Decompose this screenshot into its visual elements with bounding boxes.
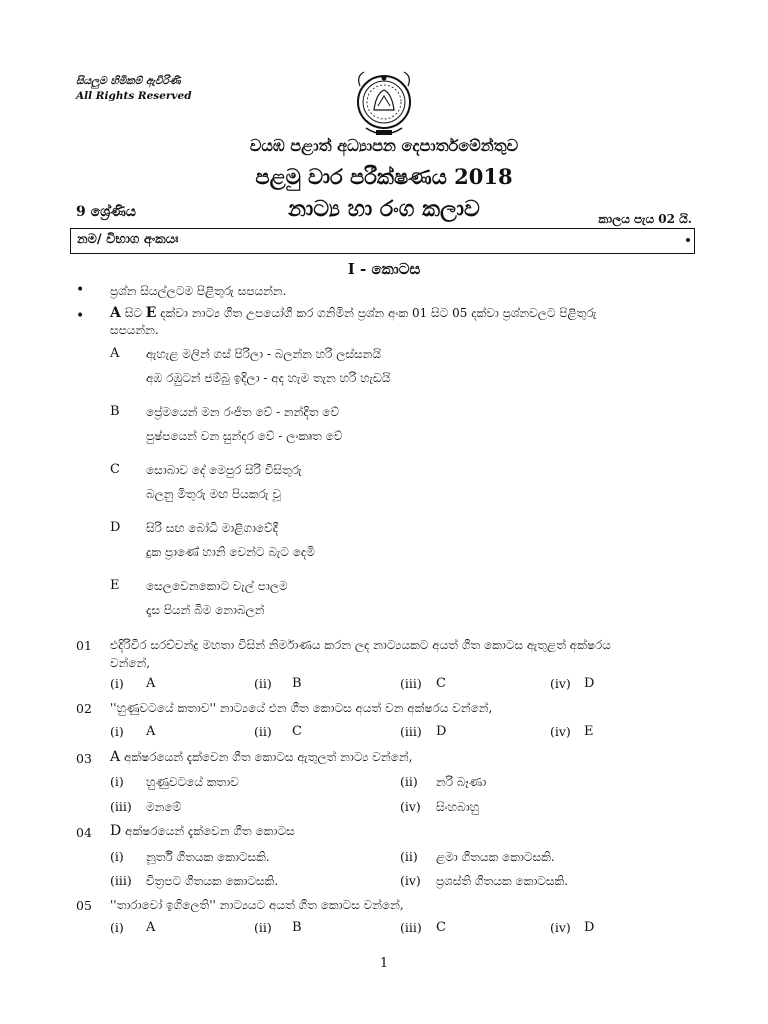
passage-label: C: [110, 462, 120, 477]
option-number: (ii): [254, 676, 272, 691]
option-value: මනමේ: [146, 800, 182, 814]
rights-english: All Rights Reserved: [76, 90, 192, 102]
option-number: (ii): [400, 849, 418, 864]
question-number: 03: [76, 751, 92, 766]
question-number: 01: [76, 638, 92, 653]
passage-line: දෑස පියන් බිම නොබලන්: [146, 603, 265, 617]
name-index-label: නම/ විභාග අංකයඃ: [77, 232, 179, 247]
option-value: D: [436, 724, 447, 739]
option-value: සිංහබාහු: [436, 800, 480, 814]
passage-line: සෙලවෙනකොට වැල් පාලම: [146, 579, 288, 593]
instr-letter-e: E: [145, 305, 157, 321]
option-value: D: [584, 676, 595, 691]
page-number: 1: [379, 956, 389, 971]
time-allowed: කාලය පැය 02 යි.: [598, 212, 692, 226]
passage-line: පුෂ්පයෙන් වන සුන්දර වේ - ලංකෘත වේ: [146, 429, 343, 443]
option-value: A: [146, 676, 156, 691]
option-value: නරි බෑණා: [436, 775, 487, 789]
passage-line: ඇහැළ මලින් ගස් පිරිලා - බලන්න හරි ලස්සනයි: [146, 347, 382, 361]
question-text-rest: අක්ෂරයෙන් දැක්වෙන ගීත කොටස ඇතුලත් නාට්‍ය වන්නේ,: [120, 750, 413, 764]
question-number: 05: [76, 898, 92, 913]
option-value: නූර්ති ගීතයක කොටසකි.: [146, 850, 270, 864]
instr-mid: සිට: [120, 306, 146, 320]
instruction-2: [110, 305, 700, 321]
question-number: 02: [76, 701, 92, 716]
instr-rest: දක්වා නාට්‍ය ගීත උපයෝගී කර ගනිමින් ප්‍රශ්න අංක 01 සිට 05 දක්වා ප්‍රශ්නවලට පිළිතුරු: [156, 306, 597, 320]
option-number: (iv): [550, 724, 571, 739]
option-number: (i): [110, 849, 124, 864]
passage-label: D: [110, 520, 121, 535]
option-value: C: [436, 920, 446, 935]
option-number: (ii): [254, 724, 272, 739]
exam-title: පළමු වාර පරීක්ෂණය 2018: [255, 164, 513, 189]
option-number: (iii): [110, 799, 132, 814]
passage-line: බලනු මිතුරු මඟ පියකරු වූ: [146, 487, 282, 501]
instr-letter-a: A: [110, 305, 121, 321]
option-number: (ii): [400, 774, 418, 789]
question-text: එදිරිවීර සරච්චන්ද්‍ර මහතා විසින් නිර්මාණය කරන ලද නාට්‍යයකට අයත් ගීත කොටස ඇතුළත් අක්ෂරය: [110, 638, 611, 652]
passage-line: සොබාව දේ මෙපුර සිරි විසිතුරු: [146, 463, 302, 477]
government-emblem-icon: [346, 70, 422, 138]
question-lead-letter: A: [110, 749, 121, 765]
option-number: (iii): [400, 920, 422, 935]
option-value: C: [436, 676, 446, 691]
subject-title: නාට්‍ය හා රංග කලාව: [288, 196, 480, 222]
question-text-rest: අක්ෂරයෙන් දැක්වෙන ගීත කොටස: [121, 824, 295, 838]
option-number: (iv): [400, 799, 421, 814]
question-text: ''තාරාවෝ ඉගිලෙති'' නාට්‍යයට අයත් ගීත කොටස වන්නේ,: [110, 898, 404, 912]
option-number: (iii): [400, 724, 422, 739]
question-text: [110, 822, 710, 840]
rights-notice: [76, 74, 192, 104]
grade-label: 9 ශ්‍රේණිය: [76, 204, 136, 220]
option-value: ප්‍රශස්ති ගීතයක කොටසකි.: [436, 874, 569, 888]
bullet-2: •: [76, 308, 85, 324]
option-number: (i): [110, 774, 124, 789]
question-text: ''හුණුවටයේ කතාව'' නාට්‍යයේ එන ගීත කොටස අයත් වන අක්ෂරය වන්නේ,: [110, 701, 493, 715]
box-dot: [686, 238, 690, 242]
option-number: (iv): [550, 920, 571, 935]
passage-label: B: [110, 404, 120, 419]
option-number: (i): [110, 920, 124, 935]
option-number: (iv): [400, 873, 421, 888]
option-number: (ii): [254, 920, 272, 935]
option-number: (i): [110, 676, 124, 691]
option-number: (i): [110, 724, 124, 739]
question-lead-letter: D: [110, 823, 122, 839]
passage-line: ප්‍රේමයෙන් මන රංජිත වේ - නන්දිත වේ: [146, 405, 340, 419]
option-value: A: [146, 724, 156, 739]
passage-line: දුක ප්‍රාණේ හානි වෙන්ට බැට දෙමි: [146, 545, 315, 559]
bullet-1: •: [76, 282, 85, 298]
department-name: වයඹ පළාත් අධ්‍යාපන දෙපාර්තමේන්තුව: [249, 136, 519, 155]
option-value: D: [584, 920, 595, 935]
question-text-line2: වන්නේ,: [110, 656, 151, 670]
instruction-2-line2: සපයන්න.: [110, 323, 159, 337]
passage-line: සිරි සඟ බෝධි මාළිගාවේදී: [146, 521, 279, 535]
passage-label: A: [110, 346, 120, 361]
section-title: I - කොටස: [347, 260, 421, 278]
option-value: C: [292, 724, 302, 739]
passage-line: අඹ රඹුටන් ජම්බු ඉදිලා - අද හැම තැන හරි හැඩයි: [146, 371, 391, 385]
option-value: චිත්‍රපට ගීතයක කොටසකි.: [146, 874, 279, 888]
passage-label: E: [110, 578, 120, 593]
name-index-box[interactable]: [70, 228, 695, 254]
option-value: හුණුවටයේ කතාව: [146, 775, 239, 789]
option-value: ළමා ගීතයක කොටසකි.: [436, 850, 555, 864]
question-number: 04: [76, 825, 92, 840]
option-value: B: [292, 676, 302, 691]
option-number: (iv): [550, 676, 571, 691]
option-value: B: [292, 920, 302, 935]
option-number: (iii): [400, 676, 422, 691]
option-number: (iii): [110, 873, 132, 888]
question-text: [110, 748, 710, 766]
option-value: E: [584, 724, 594, 739]
instruction-1: ප්‍රශ්න සියල්ලටම පිළිතුරු සපයන්න.: [110, 284, 287, 298]
rights-sinhala: සියලුම හිමිකම් ඇවිරිණි: [76, 75, 181, 87]
option-value: A: [146, 920, 156, 935]
